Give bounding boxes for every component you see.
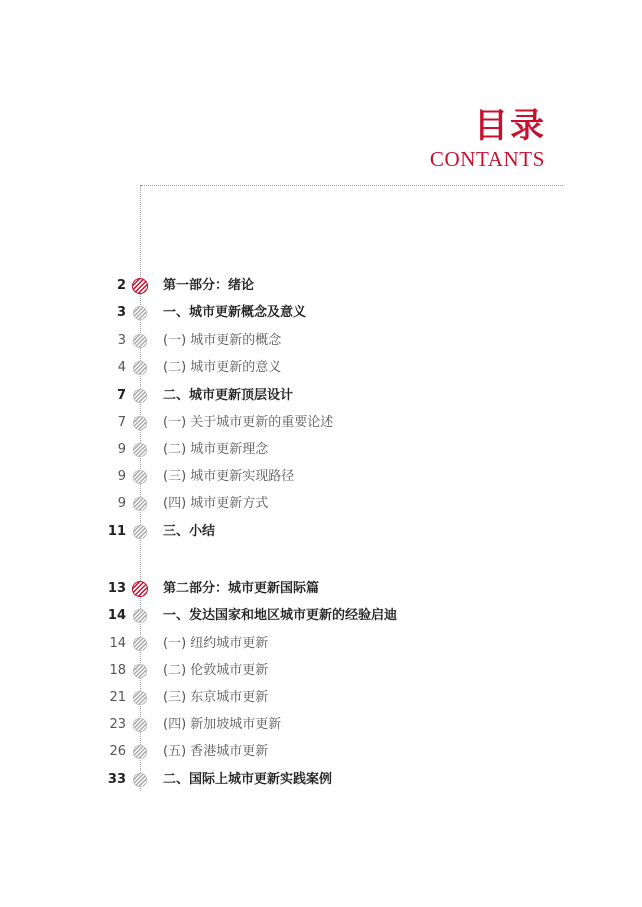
toc-entry[interactable] xyxy=(0,466,642,488)
toc-page-number: 4 xyxy=(117,360,126,375)
toc-page-number: 7 xyxy=(117,415,126,430)
toc-page-number: 2 xyxy=(116,278,126,293)
toc-entry[interactable] xyxy=(0,769,642,791)
toc-entry[interactable] xyxy=(0,412,642,434)
striped-circle-icon xyxy=(133,691,147,705)
striped-circle-icon xyxy=(133,443,147,457)
toc-page-number: 7 xyxy=(116,388,126,403)
toc-entry[interactable] xyxy=(0,605,642,627)
toc-entry-label: 一、城市更新概念及意义 xyxy=(163,305,307,320)
toc-entry-label: 二、城市更新顶层设计 xyxy=(163,388,294,403)
toc-page-number: 14 xyxy=(107,608,126,623)
striped-circle-icon xyxy=(133,745,147,759)
toc-entry[interactable] xyxy=(0,385,642,407)
toc-title-english: CONTANTS xyxy=(429,147,545,171)
toc-entry-label: (一) 纽约城市更新 xyxy=(163,636,269,651)
toc-page-number: 3 xyxy=(117,333,126,348)
striped-circle-icon xyxy=(133,525,147,539)
striped-circle-icon xyxy=(133,718,147,732)
toc-entry-label: (二) 伦敦城市更新 xyxy=(163,663,269,678)
toc-page-number: 26 xyxy=(109,744,126,759)
striped-circle-icon xyxy=(133,361,147,375)
toc-page-number: 9 xyxy=(117,496,126,511)
striped-circle-icon xyxy=(133,609,147,623)
striped-circle-icon xyxy=(133,470,147,484)
toc-entry[interactable] xyxy=(0,578,642,600)
toc-page-number: 18 xyxy=(109,663,126,678)
toc-entry-label: (四) 新加坡城市更新 xyxy=(163,717,282,732)
toc-entry[interactable] xyxy=(0,687,642,709)
striped-circle-icon xyxy=(133,637,147,651)
toc-entry-label: 三、小结 xyxy=(163,524,216,539)
striped-circle-icon xyxy=(133,773,147,787)
toc-entry-label: 第一部分：绪论 xyxy=(163,278,255,293)
toc-page-number: 14 xyxy=(109,636,126,651)
toc-page-number: 23 xyxy=(109,717,126,732)
toc-entry[interactable] xyxy=(0,660,642,682)
toc-page-number: 33 xyxy=(107,772,126,787)
toc-entry[interactable] xyxy=(0,741,642,763)
toc-page-number: 13 xyxy=(107,581,126,596)
striped-circle-icon xyxy=(133,306,147,320)
toc-page-number: 21 xyxy=(109,690,126,705)
toc-entry-label: 一、发达国家和地区城市更新的经验启迪 xyxy=(163,608,398,623)
toc-entry-label: (三) 城市更新实现路径 xyxy=(163,469,295,484)
toc-page-number: 9 xyxy=(117,442,126,457)
toc-entry[interactable] xyxy=(0,521,642,543)
striped-circle-icon xyxy=(133,334,147,348)
toc-entry[interactable] xyxy=(0,275,642,297)
toc-entry-label: (二) 城市更新理念 xyxy=(163,442,269,457)
striped-circle-icon xyxy=(133,497,147,511)
toc-entry[interactable] xyxy=(0,633,642,655)
striped-circle-icon xyxy=(133,416,147,430)
toc-page-number: 11 xyxy=(107,524,126,539)
toc-entry-label: (四) 城市更新方式 xyxy=(163,496,269,511)
toc-entry-label: 二、国际上城市更新实践案例 xyxy=(163,772,333,787)
toc-entry-label: (五) 香港城市更新 xyxy=(163,744,269,759)
toc-title: 目录 xyxy=(474,106,546,146)
toc-entry[interactable] xyxy=(0,493,642,515)
striped-circle-icon xyxy=(132,581,148,597)
toc-page-number: 3 xyxy=(116,305,126,320)
toc-entry-label: (一) 关于城市更新的重要论述 xyxy=(163,415,334,430)
toc-entry[interactable] xyxy=(0,439,642,461)
striped-circle-icon xyxy=(132,278,148,294)
toc-entry[interactable] xyxy=(0,714,642,736)
toc-entry-label: (一) 城市更新的概念 xyxy=(163,333,282,348)
toc-entry-label: (二) 城市更新的意义 xyxy=(163,360,282,375)
striped-circle-icon xyxy=(133,389,147,403)
toc-entry[interactable] xyxy=(0,302,642,324)
striped-circle-icon xyxy=(133,664,147,678)
toc-entry-label: (三) 东京城市更新 xyxy=(163,690,269,705)
toc-entry-label: 第二部分：城市更新国际篇 xyxy=(163,581,320,596)
toc-page-number: 9 xyxy=(117,469,126,484)
toc-entry[interactable] xyxy=(0,357,642,379)
toc-entry[interactable] xyxy=(0,330,642,352)
